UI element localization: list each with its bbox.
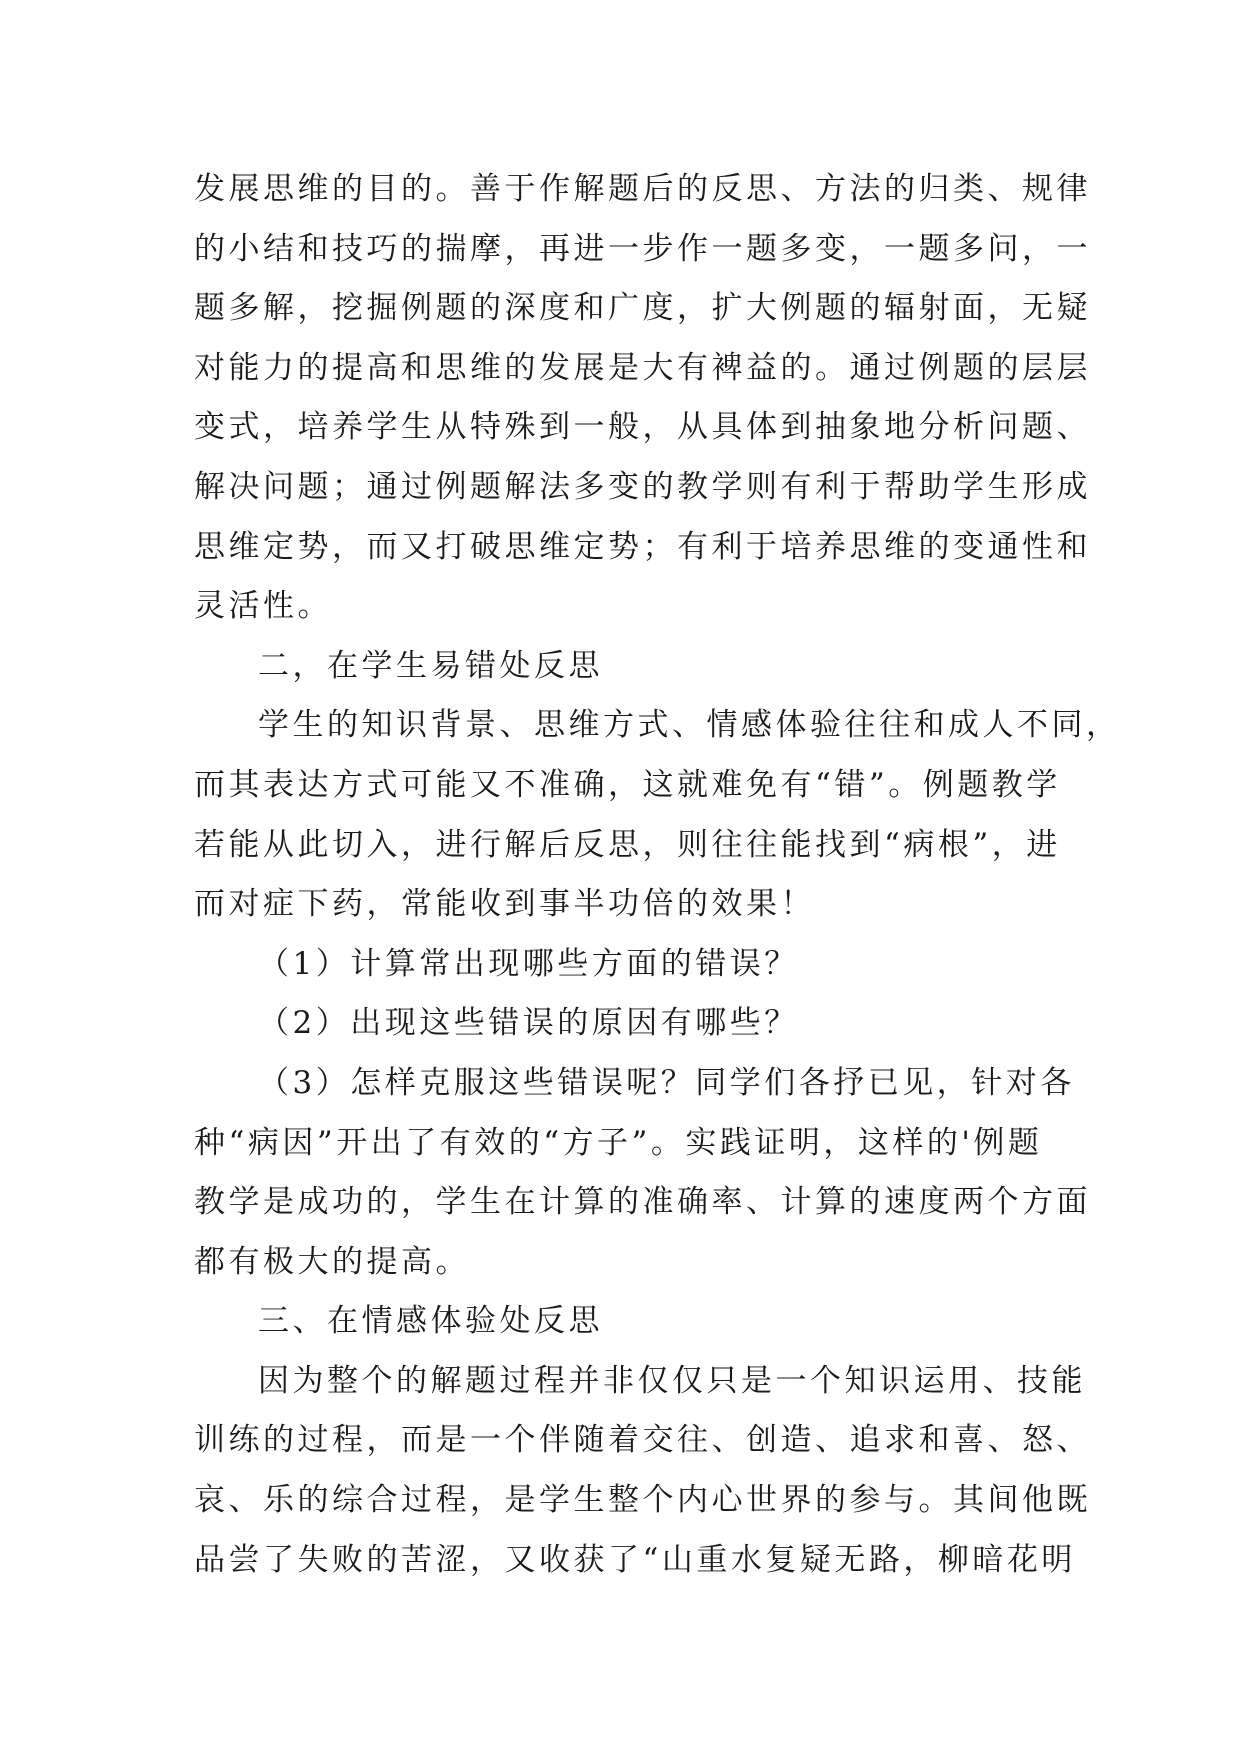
- text-line: 的小结和技巧的揣摩，再进一步作一题多变，一题多问，一: [194, 230, 1091, 267]
- text-line: 解决问题；通过例题解法多变的教学则有利于帮助学生形成: [194, 468, 1091, 505]
- text-line: 对能力的提高和思维的发展是大有裨益的。通过例题的层层: [194, 349, 1091, 386]
- text-line: 而对症下药，常能收到事半功倍的效果！: [194, 886, 815, 923]
- text-line: 哀、乐的综合过程，是学生整个内心世界的参与。其间他既: [194, 1482, 1091, 1519]
- text-line: （2）出现这些错误的原因有哪些？: [258, 1005, 799, 1042]
- text-line: 种“病因”开出了有效的“方子”。实践证明，这样的'例题: [194, 1124, 1043, 1161]
- text-line: （3）怎样克服这些错误呢？同学们各抒已见，针对各: [258, 1064, 1075, 1101]
- text-line: 题多解，挖掘例题的深度和广度，扩大例题的辐射面，无疑: [194, 290, 1091, 327]
- text-line: 学生的知识背景、思维方式、情感体验往往和成人不同，: [258, 707, 1121, 744]
- text-line: 发展思维的目的。善于作解题后的反思、方法的归类、规律: [194, 171, 1091, 207]
- text-line: 灵活性。: [194, 588, 332, 625]
- text-line: 思维定势，而又打破思维定势；有利于培养思维的变通性和: [194, 528, 1091, 565]
- text-line: 教学是成功的，学生在计算的准确率、计算的速度两个方面: [194, 1184, 1091, 1221]
- text-line: 变式，培养学生从特殊到一般，从具体到抽象地分析问题、: [194, 409, 1091, 446]
- text-line: 二，在学生易错处反思: [258, 647, 603, 684]
- text-line: 都有极大的提高。: [194, 1243, 470, 1280]
- body-text: [194, 160, 1121, 1590]
- text-line: 因为整个的解题过程并非仅仅只是一个知识运用、技能: [258, 1362, 1086, 1399]
- text-line: 品尝了失败的苦涩，又收获了“山重水复疑无路，柳暗花明: [194, 1541, 1076, 1578]
- text-line: （1）计算常出现哪些方面的错误？: [258, 945, 799, 982]
- text-line: 而其表达方式可能又不准确，这就难免有“错”。例题教学: [194, 766, 1061, 803]
- text-line: 三、在情感体验处反思: [258, 1303, 603, 1340]
- text-line: 训练的过程，而是一个伴随着交往、创造、追求和喜、怒、: [194, 1422, 1091, 1459]
- text-line: 若能从此切入，进行解后反思，则往往能找到“病根”，进: [194, 826, 1061, 863]
